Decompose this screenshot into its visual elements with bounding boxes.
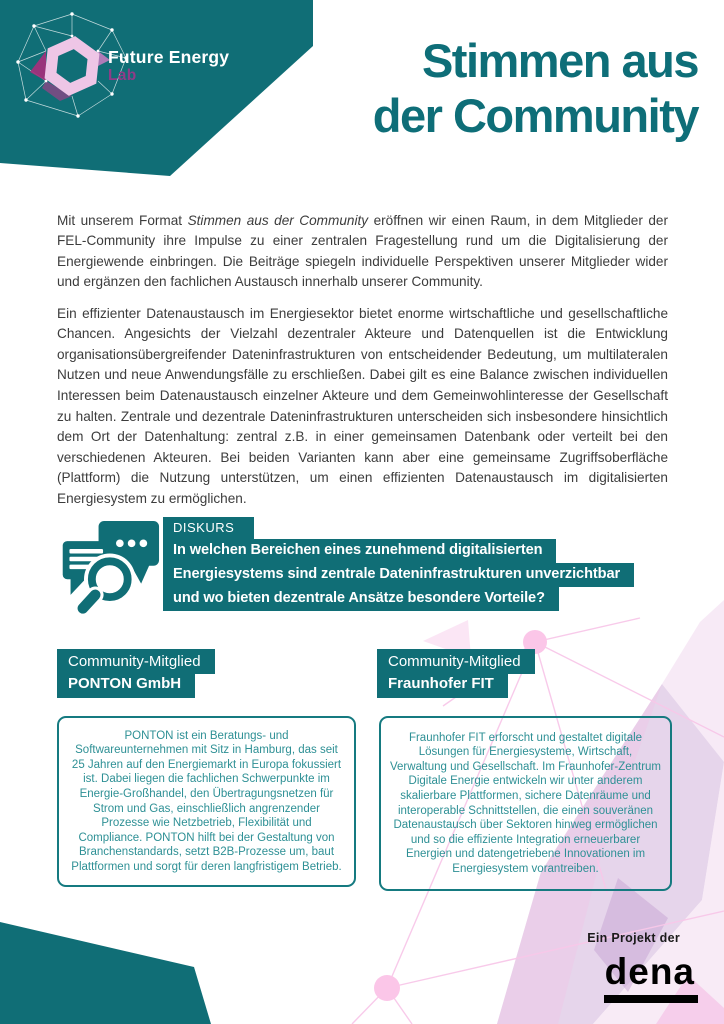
page-title-line2: der Community bbox=[372, 89, 698, 142]
intro-paragraph-2: Ein effizienter Datenaustausch im Energiesektor bietet enorme wirtschaftliche und gesellschaftliche Chancen. Angesichts der Vielzahl dezentraler Akteure und Datenquellen ist die Entwicklung organisationsübergreifender Dateninfrastrukturen von entscheidender Bedeutung, um multilateralen Nutzen und neue Anwendungsfälle zu erschließen. Dabei gilt es eine Balance zwischen individuellen Interessen beim Datenaustausch einzelner Akteure und dem Gemeinwohlinteresse der Gesellschaft zu halten. Zentrale und dezentrale Dateninfrastrukturen unterscheiden sich insbesondere hinsichtlich dem Ort der Datenhaltung: zentral z.B. in einer gemeinsamen Datenbank oder verteilt bei den verschiedenen Akteuren. Bei beiden Varianten kann aber eine gemeinsame Zugriffsoberfläche (Plattform) die Nutzung unterstützen, um einen effizienten Datenaustausch im digitalisierten Energiesystem zu ermöglichen. bbox=[57, 305, 668, 506]
diskurs-label: DISKURS bbox=[163, 517, 254, 539]
member-role-label: Community-Mitglied bbox=[57, 649, 215, 674]
page-title-line1: Stimmen aus bbox=[421, 34, 698, 87]
member-name-fraunhofer: Fraunhofer FIT bbox=[377, 674, 508, 698]
member-name-ponton: PONTON GmbH bbox=[57, 674, 195, 698]
member-header-ponton bbox=[57, 649, 215, 698]
diskurs-question-line2: Energiesystems sind zentrale Dateninfrastrukturen unverzichtbar bbox=[163, 563, 634, 587]
intro-p1-before: Mit unserem Format bbox=[57, 212, 188, 228]
member-description-fraunhofer: Fraunhofer FIT erforscht und gestaltet digitale Lösungen für Energiesysteme, Wirtschaft, Verwaltung und Gesellschaft. Im Fraunhofer-Zentrum Digitale Energie entwickeln wir unter anderem skalierbare Plattformen, sichere Datenräume und interoperable Schnittstellen, die einen souveränen Datenaustausch über Sektoren hinweg ermöglichen und so die effiziente Integration erneuerbarer Energien und datengetriebene Innovationen im Energiesystem vorantreiben. bbox=[390, 731, 662, 875]
diskurs-question-line3: und wo bieten dezentrale Ansätze besondere Vorteile? bbox=[163, 587, 559, 611]
diskurs-block bbox=[163, 517, 634, 611]
future-energy-lab-logo bbox=[108, 47, 229, 85]
intro-p1-italic: Stimmen aus der Community bbox=[187, 212, 369, 228]
member-role-label: Community-Mitglied bbox=[377, 649, 535, 674]
member-card-fraunhofer bbox=[379, 716, 672, 891]
member-header-fraunhofer bbox=[377, 649, 535, 698]
member-description-ponton: PONTON ist ein Beratungs- und Softwareunternehmen mit Sitz in Hamburg, das seit 25 Jahren auf den Energiemarkt in Europa fokussiert ist. Dabei liegen die fachlichen Schwerpunkte im Energie-Großhandel, den Übertragungsnetzen für Strom und Gas, einschließlich angrenzender Prozesse wie Netzbetrieb, Flexibilität und Compliance. PONTON hilft bei der Gestaltung von Branchenstandards, setzt B2B-Prozesse um, baut Plattformen und sorgt für deren langfristigem Betrieb. bbox=[71, 729, 342, 873]
intro-p1-after: eröffnen wir einen Raum, in dem Mitglieder der FEL-Community ihre Impulse zu einer zentralen Fragestellung rund um die Digitalisierung der Energiewende einbringen. Die Beiträge spiegeln individuelle Perspektiven unserer Mitglieder wider und ergänzen den fachlichen Austausch innerhalb unserer Community. bbox=[57, 212, 669, 290]
project-label: Ein Projekt der bbox=[587, 931, 680, 945]
member-card-ponton bbox=[57, 716, 356, 887]
dena-logo: dena bbox=[604, 953, 698, 1003]
logo-text-line2: Lab bbox=[108, 67, 137, 85]
intro-paragraph-1 bbox=[57, 211, 668, 293]
diskurs-question-line1: In welchen Bereichen eines zunehmend digitalisierten bbox=[163, 539, 556, 563]
page-title bbox=[373, 33, 698, 143]
logo-text-line1: Future Energy bbox=[108, 47, 230, 67]
speech-bubbles-magnifier-icon bbox=[56, 512, 168, 624]
